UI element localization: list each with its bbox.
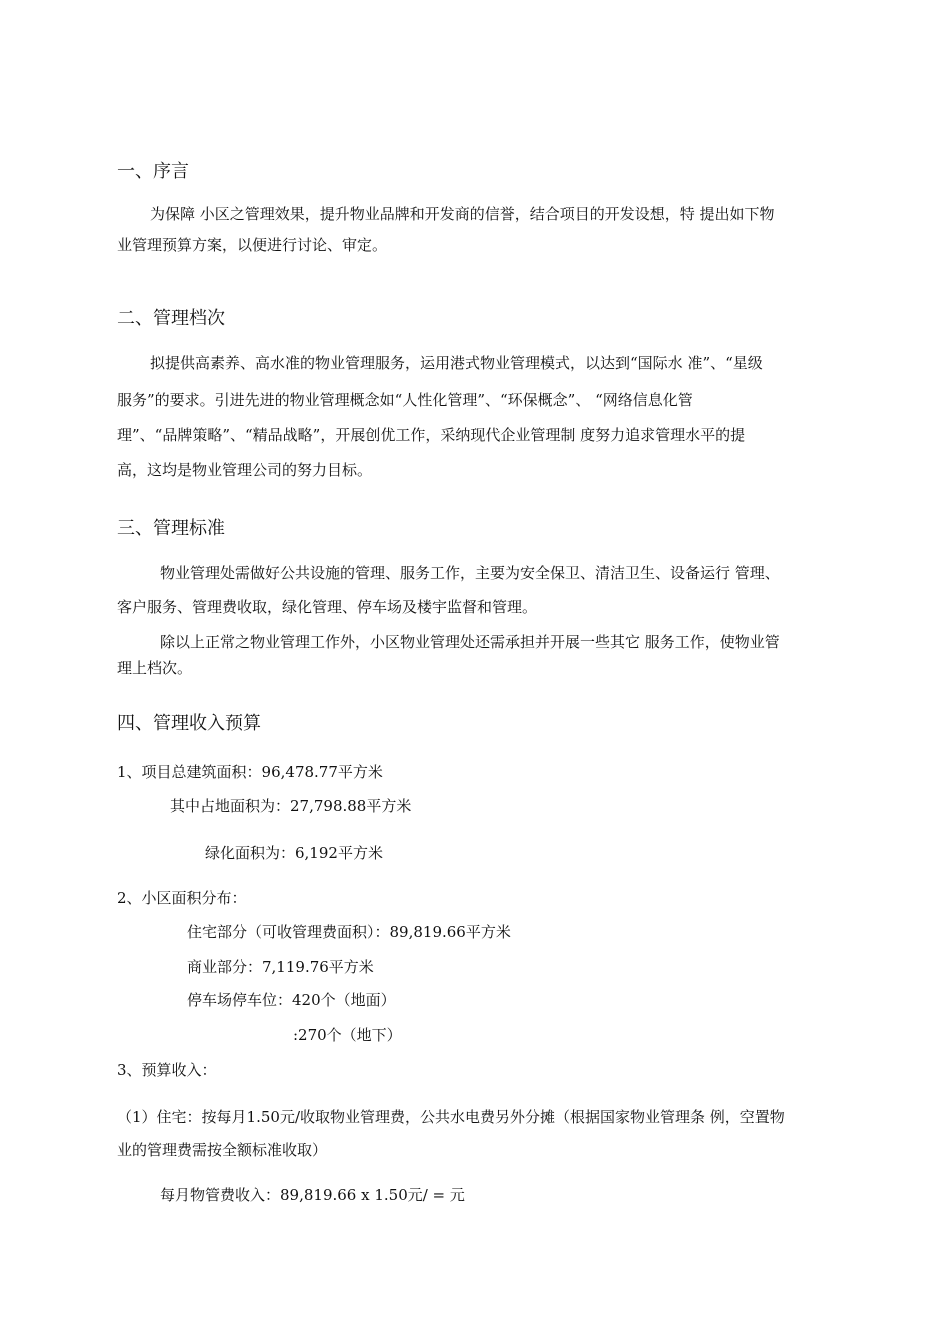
section-heading-management-standard: 三、管理标准 bbox=[117, 518, 225, 539]
paragraph-line: 客户服务、管理费收取，绿化管理、停车场及楼宇监督和管理。 bbox=[117, 598, 538, 616]
paragraph-line: 除以上正常之物业管理工作外，小区物业管理处还需承担并开展一些其它 服务工作，使物业管 bbox=[160, 633, 780, 651]
paragraph-line: （1）住宅：按每月1.50元/收取物业管理费，公共水电费另外分摊（根据国家物业管理条 例，空置物 bbox=[117, 1108, 785, 1126]
paragraph-line: 理”、“品牌策略”、“精品战略”，开展创优工作，采纳现代企业管理制 度努力追求管理水平的提 bbox=[117, 426, 746, 444]
item-area-distribution: 2、小区面积分布： bbox=[117, 889, 247, 907]
paragraph-line: 高，这均是物业管理公司的努力目标。 bbox=[117, 461, 373, 479]
item-commercial-area: 商业部分：7,119.76平方米 bbox=[187, 958, 374, 976]
item-parking-underground: :270个（地下） bbox=[293, 1026, 402, 1044]
item-total-area: 1、项目总建筑面积：96,478.77平方米 bbox=[117, 763, 383, 781]
paragraph-line: 理上档次。 bbox=[117, 659, 193, 677]
paragraph-line: 物业管理处需做好公共设施的管理、服务工作，主要为安全保卫、清洁卫生、设备运行 管理、 bbox=[160, 564, 780, 582]
item-green-area: 绿化面积为：6,192平方米 bbox=[205, 844, 383, 862]
item-land-area: 其中占地面积为：27,798.88平方米 bbox=[170, 797, 412, 815]
item-residential-area: 住宅部分（可收管理费面积）：89,819.66平方米 bbox=[187, 923, 511, 941]
paragraph-line: 为保障 小区之管理效果，提升物业品牌和开发商的信誉，结合项目的开发设想，特 提出如下物 bbox=[150, 205, 775, 223]
item-budget-income: 3、预算收入： bbox=[117, 1061, 217, 1079]
item-parking-ground: 停车场停车位：420个（地面） bbox=[187, 991, 396, 1009]
item-monthly-fee-income: 每月物管费收入：89,819.66 x 1.50元/ = 元 bbox=[160, 1186, 465, 1204]
paragraph-line: 业管理预算方案，以便进行讨论、审定。 bbox=[117, 236, 388, 254]
section-heading-management-level: 二、管理档次 bbox=[117, 308, 225, 329]
paragraph-line: 服务”的要求。引进先进的物业管理概念如“人性化管理”、“环保概念”、 “网络信息化管 bbox=[117, 391, 693, 409]
section-heading-preface: 一、序言 bbox=[117, 161, 189, 182]
section-heading-income-budget: 四、管理收入预算 bbox=[117, 713, 261, 734]
paragraph-line: 业的管理费需按全额标准收取） bbox=[117, 1141, 328, 1159]
paragraph-line: 拟提供高素养、高水准的物业管理服务，运用港式物业管理模式，以达到“国际水 准”、“星级 bbox=[150, 354, 763, 372]
